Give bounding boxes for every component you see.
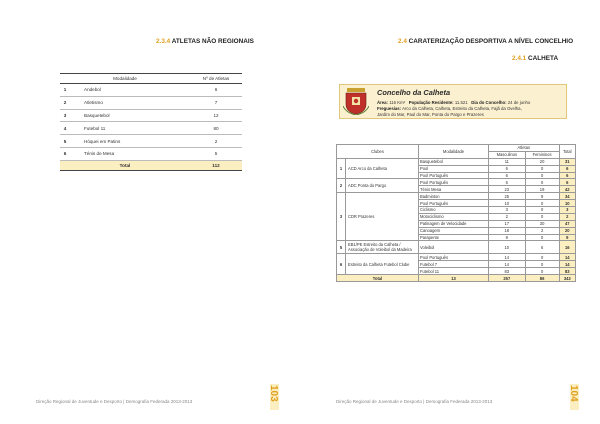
row-fem: 19 (525, 186, 559, 193)
total-value: 112 (190, 160, 242, 170)
col-atletas: Nº de Atletas (190, 74, 242, 84)
col-femininos: Femininos (525, 151, 559, 158)
total-label: Total (60, 160, 190, 170)
page-footer: Direção Regional de Juventude e Desporto | Demografia Federada 2013-2013 (36, 399, 193, 404)
table-row (337, 179, 576, 186)
total-all: 343 (559, 275, 575, 282)
col-atletas: Atletas (489, 145, 560, 152)
row-fem: 0 (525, 261, 559, 268)
row-masc: 18 (489, 227, 526, 234)
row-index: 2 (60, 96, 70, 109)
row-modalidade: Pool (419, 165, 489, 172)
row-total: 20 (559, 227, 575, 234)
row-modalidade: Patinagem de Velocidade (419, 220, 489, 227)
col-total: Total (559, 145, 575, 159)
row-masc: 23 (489, 186, 526, 193)
row-total: 14 (559, 261, 575, 268)
row-modalidade: Ténis Mesa (419, 186, 489, 193)
row-fem: 0 (525, 213, 559, 220)
athletes-table (60, 73, 242, 171)
page-footer: Direção Regional de Juventude e Desporto | Demografia Federada 2013-2013 (336, 399, 493, 404)
freguesias-label: Freguesias: (377, 106, 402, 111)
row-value: 2 (190, 135, 242, 148)
row-fem: 0 (525, 200, 559, 207)
concelho-info-box (339, 84, 567, 119)
row-total: 6 (559, 179, 575, 186)
section-header (156, 38, 254, 45)
row-masc: 6 (489, 172, 526, 179)
table-row (60, 84, 242, 97)
row-modalidade: Basquetebol (70, 109, 190, 122)
row-modalidade: Pool Português (419, 179, 489, 186)
row-index: 1 (60, 84, 70, 97)
row-fem: 0 (525, 165, 559, 172)
freguesias-value: Arco da Calheta, Calheta, Estreito da Calheta, Fajã da Ovelha, (402, 106, 522, 111)
total-label: Total (337, 275, 419, 282)
area-value: 116 Km² (389, 100, 406, 105)
row-fem: 0 (525, 179, 559, 186)
col-modalidade: Modalidade (419, 145, 489, 159)
clubs-table (336, 144, 576, 282)
row-value: 7 (190, 96, 242, 109)
total-fem: 86 (525, 275, 559, 282)
table-row (60, 122, 242, 135)
right-page (300, 0, 600, 424)
total-row (337, 275, 576, 282)
table-row (337, 254, 576, 261)
row-masc: 9 (489, 234, 526, 241)
freguesias-line (377, 106, 522, 111)
row-fem: 0 (525, 268, 559, 275)
table-row (337, 158, 576, 165)
row-masc: 10 (489, 241, 526, 254)
club-index: 5 (337, 241, 346, 254)
row-total: 31 (559, 158, 575, 165)
club-index: 1 (337, 158, 346, 179)
row-masc: 14 (489, 254, 526, 261)
concelho-facts (377, 100, 530, 105)
section-number: 2.3.4 (156, 38, 171, 45)
table-header-row (337, 145, 576, 152)
day-value: 24 de junho (507, 100, 531, 105)
page-number: 104 (568, 385, 579, 402)
table-header-row (60, 74, 242, 84)
table-row (60, 96, 242, 109)
day-label: Dia do Concelho: (471, 100, 507, 105)
total-masc: 257 (489, 275, 526, 282)
club-index: 6 (337, 254, 346, 275)
row-fem: 6 (525, 241, 559, 254)
col-modalidade: Modalidade (60, 74, 190, 84)
row-masc: 14 (489, 261, 526, 268)
row-modalidade: Pool Português (419, 172, 489, 179)
row-modalidade: Hóquei em Patins (70, 135, 190, 148)
row-modalidade: Futebol 11 (419, 268, 489, 275)
population-value: 11.521 (454, 100, 468, 105)
club-name: EB1/PE Estreito da Calheta / Associação de Voleibol da Madeira (346, 241, 419, 254)
row-fem: 0 (525, 207, 559, 214)
row-value: 5 (190, 147, 242, 160)
club-name: CDR Prazeres (346, 193, 419, 241)
row-masc: 10 (489, 200, 526, 207)
population-label: População Residente: (408, 100, 454, 105)
section-title: ATLETAS NÃO REGIONAIS (171, 38, 254, 45)
row-modalidade: Basquetebol (419, 158, 489, 165)
section-title: CARATERIZAÇÃO DESPORTIVA A NÍVEL CONCELHIO (408, 38, 574, 45)
row-total: 6 (559, 172, 575, 179)
row-total: 47 (559, 220, 575, 227)
row-masc: 2 (489, 213, 526, 220)
row-value: 12 (190, 109, 242, 122)
total-clubs: 13 (419, 275, 489, 282)
club-index: 3 (337, 193, 346, 241)
coat-of-arms-icon (343, 88, 369, 115)
row-masc: 3 (489, 207, 526, 214)
row-modalidade: Andebol (70, 84, 190, 97)
row-fem: 0 (525, 254, 559, 261)
row-index: 3 (60, 109, 70, 122)
subsection-title: CALHETA (528, 55, 559, 62)
row-index: 5 (60, 135, 70, 148)
table-row (60, 109, 242, 122)
col-clubes: Clubes (337, 145, 419, 159)
row-modalidade: Pool Português (419, 254, 489, 261)
row-modalidade: Voleibol (419, 241, 489, 254)
row-total: 3 (559, 207, 575, 214)
club-name: ADC Ponta do Pargo (346, 179, 419, 193)
row-value: 6 (190, 84, 242, 97)
row-modalidade: Badminton (419, 193, 489, 200)
row-fem: 2 (525, 227, 559, 234)
row-modalidade: Futebol 7 (419, 261, 489, 268)
area-label: Área: (377, 100, 388, 105)
row-masc: 6 (489, 179, 526, 186)
page-number: 103 (268, 385, 279, 402)
subsection-header (512, 55, 558, 62)
row-modalidade: Canoagem (419, 227, 489, 234)
section-number: 2.4 (398, 38, 407, 45)
row-fem: 30 (525, 220, 559, 227)
row-fem: 9 (525, 193, 559, 200)
row-index: 6 (60, 147, 70, 160)
row-total: 42 (559, 186, 575, 193)
row-modalidade: Motociclismo (419, 213, 489, 220)
row-total: 6 (559, 165, 575, 172)
table-row (60, 135, 242, 148)
row-masc: 83 (489, 268, 526, 275)
total-row (60, 160, 242, 170)
subsection-number: 2.4.1 (512, 55, 527, 62)
club-name: Estreito da Calheta Futebol Clube (346, 254, 419, 275)
row-index: 4 (60, 122, 70, 135)
row-modalidade: Atletismo (70, 96, 190, 109)
table-row (337, 241, 576, 254)
row-masc: 17 (489, 220, 526, 227)
table-row (337, 193, 576, 200)
row-value: 80 (190, 122, 242, 135)
row-modalidade: Futebol 11 (70, 122, 190, 135)
table-row (60, 147, 242, 160)
concelho-title: Concelho da Calheta (377, 88, 451, 97)
freguesias-line-2: Jardim do Mar, Paul do Mar, Ponta do Pargo e Prazeres (377, 111, 484, 117)
col-masculinos: Masculinos (489, 151, 526, 158)
club-name: ACD Arco da Calheta (346, 158, 419, 179)
row-total: 14 (559, 254, 575, 261)
row-total: 83 (559, 268, 575, 275)
row-total: 9 (559, 234, 575, 241)
row-total: 10 (559, 200, 575, 207)
row-masc: 6 (489, 165, 526, 172)
row-fem: 20 (525, 158, 559, 165)
row-fem: 0 (525, 234, 559, 241)
row-fem: 0 (525, 172, 559, 179)
row-masc: 25 (489, 193, 526, 200)
row-masc: 11 (489, 158, 526, 165)
row-modalidade: Parapente (419, 234, 489, 241)
row-total: 34 (559, 193, 575, 200)
section-header (398, 38, 573, 45)
row-total: 16 (559, 241, 575, 254)
row-modalidade: Pool Português (419, 200, 489, 207)
row-total: 2 (559, 213, 575, 220)
row-modalidade: Ténis de Mesa (70, 147, 190, 160)
club-index: 2 (337, 179, 346, 193)
row-modalidade: Ciclismo (419, 207, 489, 214)
